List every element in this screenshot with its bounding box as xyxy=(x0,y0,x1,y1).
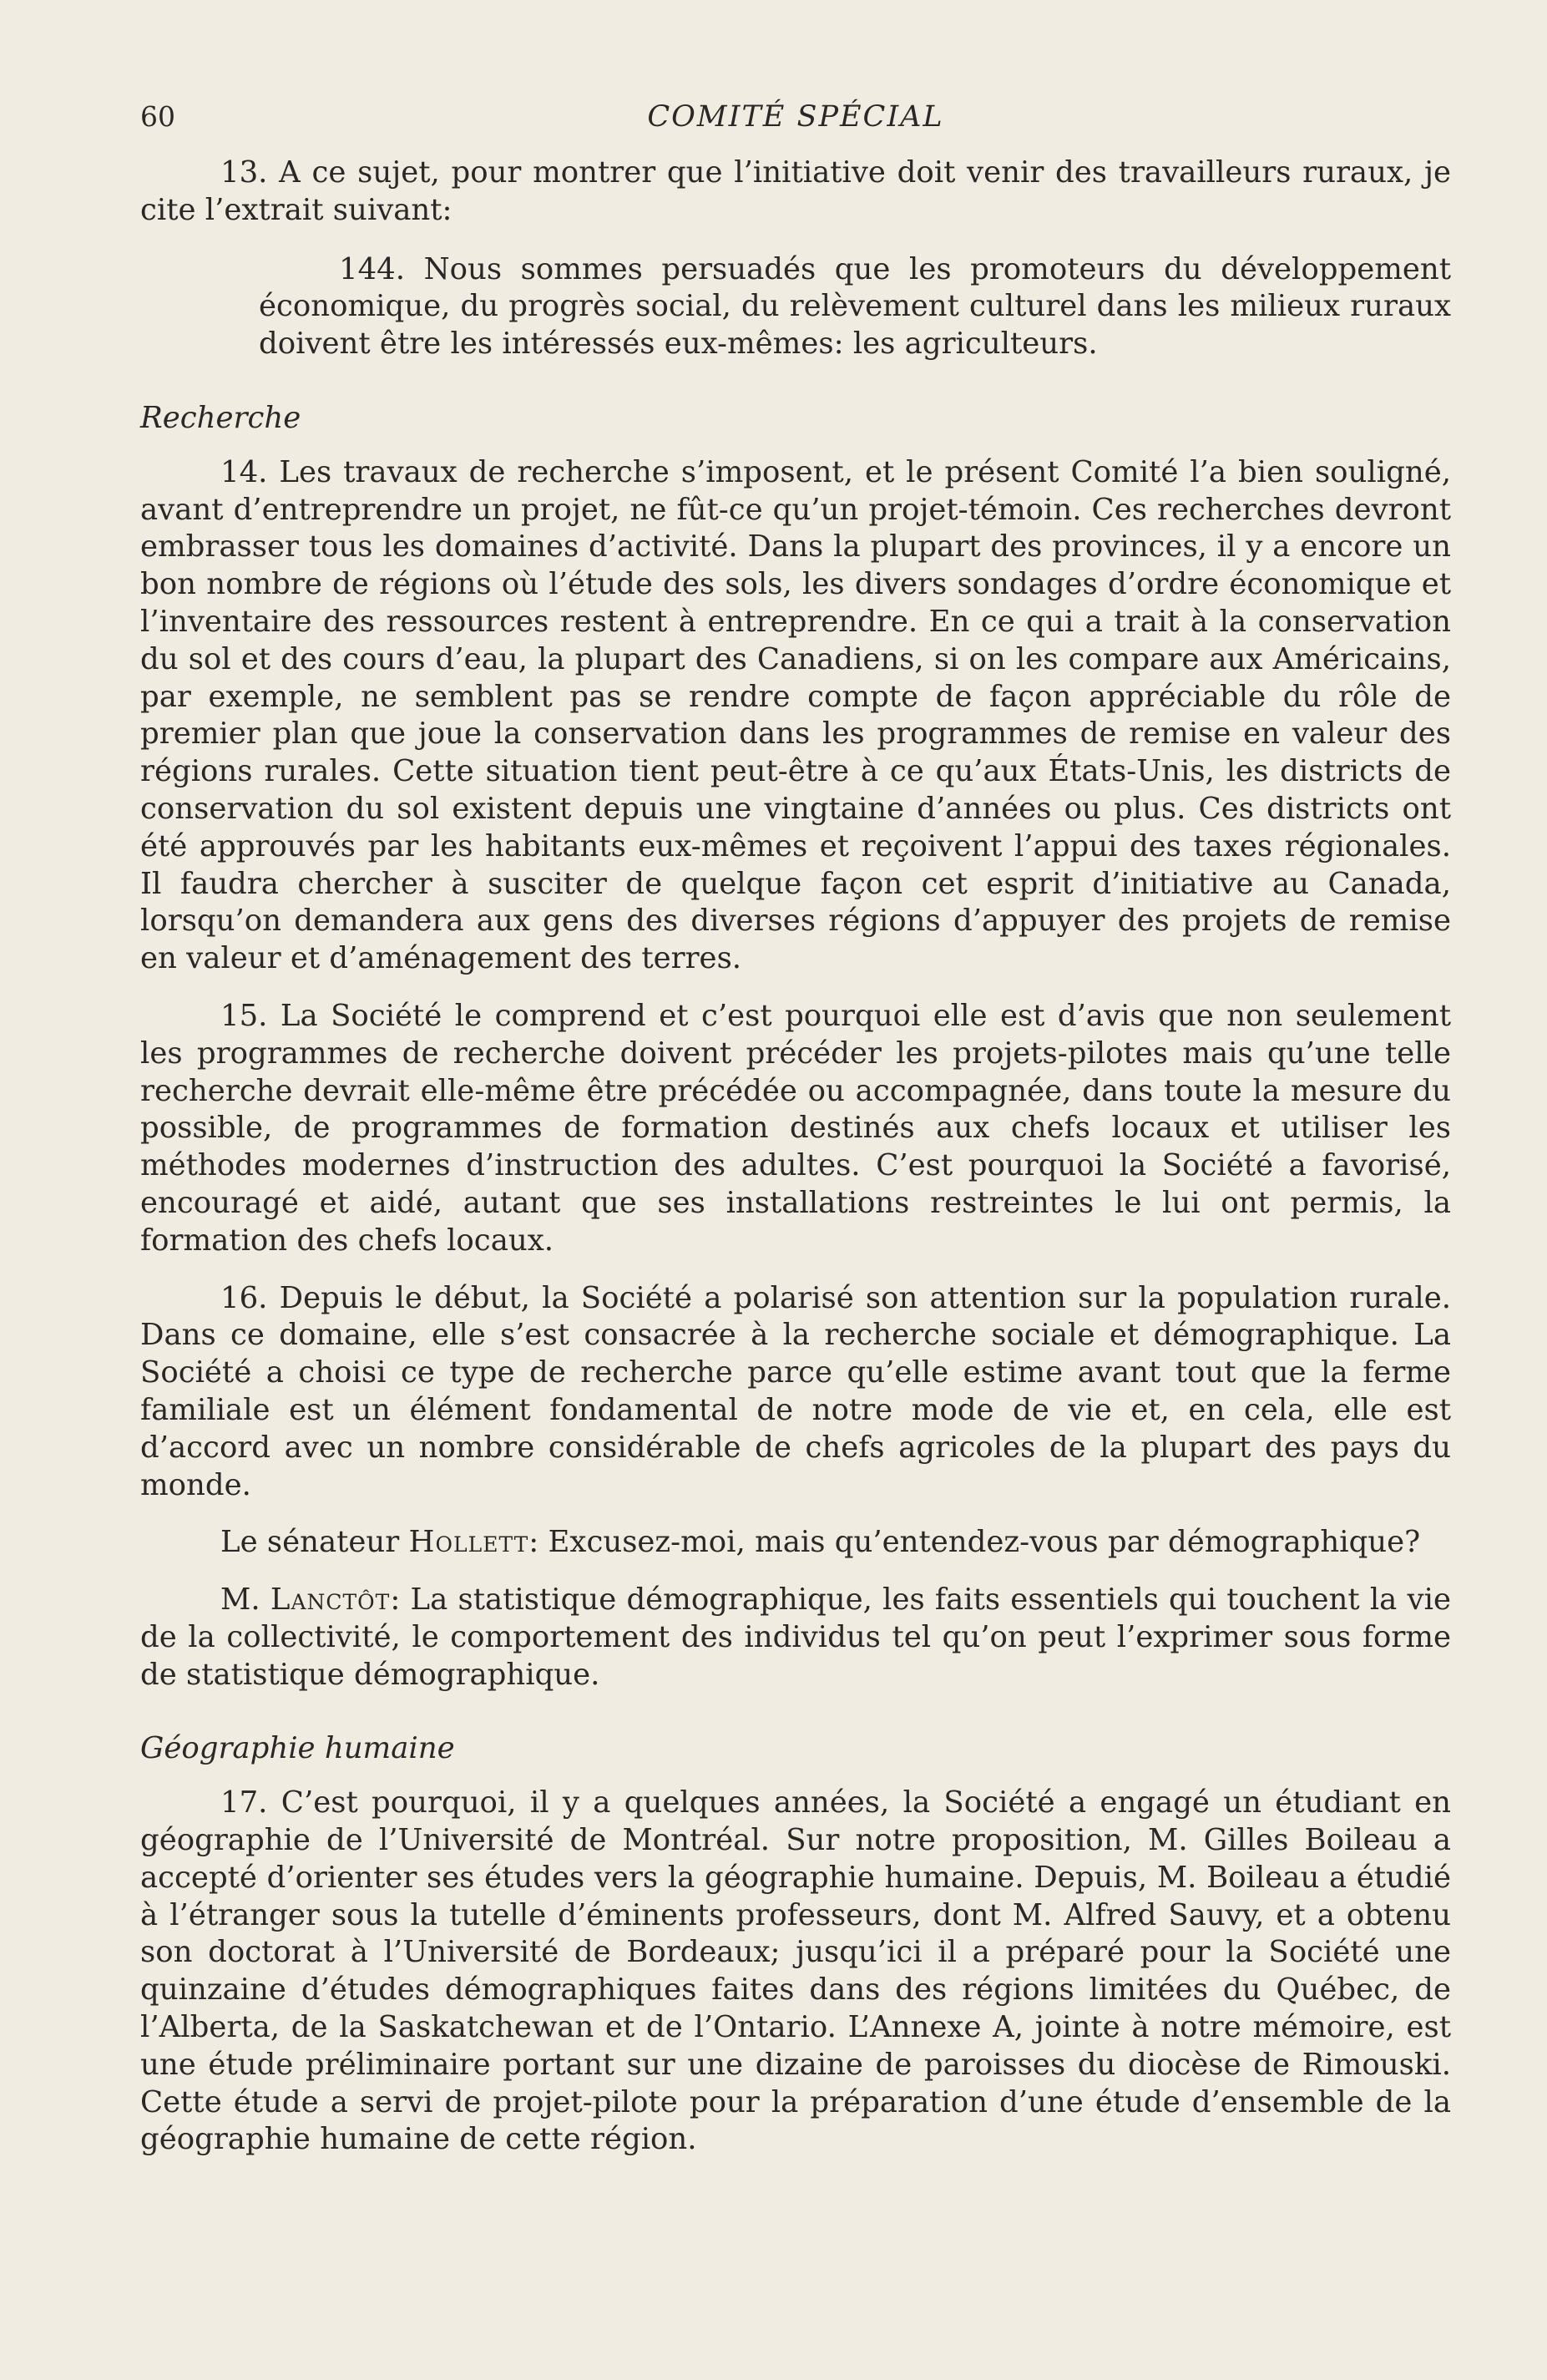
page-number: 60 xyxy=(140,100,175,133)
section-heading-geographie: Géographie humaine xyxy=(140,1731,455,1766)
running-title: COMITÉ SPÉCIAL xyxy=(647,100,944,134)
paragraph-17: 17. C’est pourquoi, il y a quelques années, la Société a engagé un étudiant en géographie de l’Université de Montréal. Sur notre proposition, M. Gilles Boileau a accepté d’orienter ses études vers la géographie humaine. Depuis, M. Boileau a étudié à l’étranger sous la tutelle d’éminents professeurs, dont M. Alfred Sauvy, et a obtenu son doctorat à l’Université de Bordeaux; jusqu’ici il a préparé pour la Société une quinzaine d’études démographiques faites dans des régions limitées du Québec, de l’Alberta, de la Saskatchewan et de l’Ontario. L’Annexe A, jointe à notre mémoire, est une étude préliminaire portant sur une dizaine de paroisses du diocèse de Rimouski. Cette étude a servi de projet-pilote pour la préparation d’une étude d’ensemble de la géographie humaine de cette région. xyxy=(140,1785,1451,2157)
speaker-prefix: M. xyxy=(220,1582,260,1618)
speaker-text: : Excusez-moi, mais qu’entendez-vous par démographique? xyxy=(528,1525,1421,1560)
paragraph-lanctot xyxy=(140,1582,1451,1694)
paragraph-hollett xyxy=(140,1524,1451,1562)
speaker-text: : La statistique démographique, les faits essentiels qui touchent la vie de la collectivité, le comportement des individus tel qu’on peut l’exprimer sous forme de statistique démographique. xyxy=(140,1582,1451,1692)
section-heading-recherche: Recherche xyxy=(140,400,301,435)
speaker-name-lanctot: Lanctôt xyxy=(270,1582,391,1618)
speaker-name-hollett: Hollett xyxy=(408,1525,529,1560)
paragraph-15: 15. La Société le comprend et c’est pourquoi elle est d’avis que non seulement les programmes de recherche doivent précéder les projets-pilotes mais qu’une telle recherche devrait elle-même être précédée ou accompagnée, dans toute la mesure du possible, de programmes de formation destinés aux chefs locaux et utiliser les méthodes modernes d’instruction des adultes. C’est pourquoi la Société a favorisé, encouragé et aidé, autant que ses installations restreintes le lui ont permis, la formation des chefs locaux. xyxy=(140,998,1451,1258)
paragraph-13: 13. A ce sujet, pour montrer que l’initiative doit venir des travailleurs ruraux, je cite l’extrait suivant: xyxy=(140,155,1451,227)
page-header xyxy=(140,84,1451,146)
quotation-144: 144. Nous sommes persuadés que les promoteurs du développement économique, du progrès social, du relèvement culturel dans les milieux ruraux doivent être les intéressés eux-mêmes: les agriculteurs. xyxy=(259,251,1451,362)
paragraph-14: 14. Les travaux de recherche s’imposent, et le présent Comité l’a bien souligné, avant d’entreprendre un projet, ne fût-ce qu’un projet-témoin. Ces recherches devront embrasser tous les domaines d’activité. Dans la plupart des provinces, il y a encore un bon nombre de régions où l’étude des sols, les divers sondages d’ordre économique et l’inventaire des ressources restent à entreprendre. En ce qui a trait à la conservation du sol et des cours d’eau, la plupart des Canadiens, si on les compare aux Américains, par exemple, ne semblent pas se rendre compte de façon appréciable du rôle de premier plan que joue la conservation dans les programmes de remise en valeur des régions rurales. Cette situation tient peut-être à ce qu’aux États-Unis, les districts de conservation du sol existent depuis une vingtaine d’années ou plus. Ces districts ont été approuvés par les habitants eux-mêmes et reçoivent l’appui des taxes régionales. Il faudra chercher à susciter de quelque façon cet esprit d’initiative au Canada, lorsqu’on demandera aux gens des diverses régions d’appuyer des projets de remise en valeur et d’aménagement des terres. xyxy=(140,454,1451,976)
paragraph-16: 16. Depuis le début, la Société a polarisé son attention sur la population rurale. Dans ce domaine, elle s’est consacrée à la recherche sociale et démographique. La Société a choisi ce type de recherche parce qu’elle estime avant tout que la ferme familiale est un élément fondamental de notre mode de vie et, en cela, elle est d’accord avec un nombre considérable de chefs agricoles de la plupart des pays du monde. xyxy=(140,1280,1451,1502)
speaker-prefix: Le sénateur xyxy=(220,1525,400,1560)
document-page xyxy=(140,84,1451,2159)
